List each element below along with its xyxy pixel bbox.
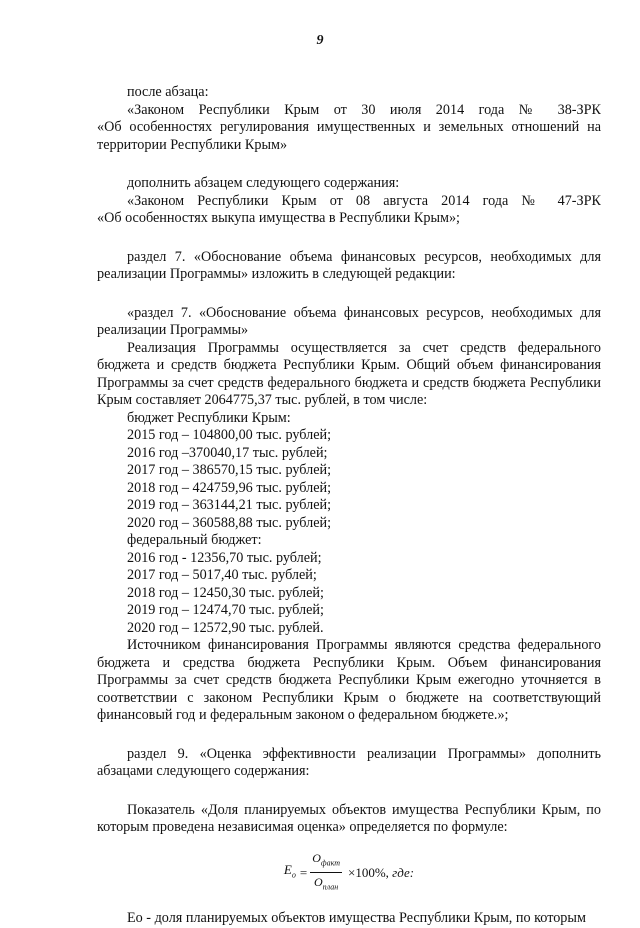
list-item: 2020 год – 360588,88 тыс. рублей; (127, 514, 332, 531)
list-item: 2019 год – 12474,70 тыс. рублей; (127, 602, 324, 618)
page-number: 9 (316, 33, 324, 48)
funding-source-text: Источником финансирования Программы являются средства федерального бюджета и средства бюджета Республики Крым. Объем финансирования Программы за счет средств бюджета Республики Крым ежегодно уточняется в соответствии с законом Республики Крым о бюджете на соответствующий финансовый год и федеральным законом о федеральном бюджете.»; (97, 637, 601, 723)
section7-heading: «раздел 7. «Обоснование объема финансовых ресурсов, необходимых для реализации Программы» (97, 304, 601, 338)
list-item: 2018 год – 424759,96 тыс. рублей; (127, 479, 332, 496)
formula-equals: = (299, 865, 308, 881)
list-item: 2016 год - 12356,70 тыс. рублей; (127, 549, 322, 566)
list-item: 2017 год – 5017,40 тыс. рублей; (127, 567, 317, 583)
document-body (97, 84, 601, 928)
section7-instruction: раздел 7. «Обоснование объема финансовых ресурсов, необходимых для реализации Программы» изложить в следующей редакции: (97, 248, 601, 282)
law-38-line2: «Об особенностях регулирования имущественных и земельных отношений на территории Республики Крым» (97, 119, 601, 153)
supplement-text: дополнить абзацем следующего содержания: (127, 175, 400, 191)
list-item: 2020 год – 12572,90 тыс. рублей. (127, 619, 324, 636)
list-item: 2017 год – 386570,15 тыс. рублей; (127, 462, 332, 478)
formula-numerator: $O_{факт}$ (310, 850, 342, 874)
law-47-line1: «Законом Республики Крым от 08 августа 2014 года № 47-ЗРК (127, 192, 601, 209)
list-item: 2016 год –370040,17 тыс. рублей; (127, 444, 328, 461)
regional-budget-list (97, 410, 601, 533)
formula-lhs: $E_o$ (283, 862, 296, 880)
section7-body: Реализация Программы осуществляется за счет средств федерального бюджета и средств бюджета Республики Крым. Общий объем финансирования Программы за счет средств федерального бюджета и средств бюджета Республики Крым составляет 2064775,37 тыс. рублей, в том числе: (97, 339, 601, 408)
indicator-text: Показатель «Доля планируемых объектов имущества Республики Крым, по которым проведена независимая оценка» определяется по формуле: (97, 801, 601, 835)
list-item: 2019 год – 363144,21 тыс. рублей; (127, 497, 332, 513)
efficiency-formula (97, 850, 601, 897)
formula-fraction (310, 850, 342, 897)
regional-budget-label: бюджет Республики Крым: (127, 409, 291, 426)
federal-budget-list (97, 532, 601, 637)
formula-denominator: $O_{план}$ (313, 875, 339, 892)
law-47-line2: «Об особенностях выкупа имущества в Республики Крым»; (97, 210, 460, 226)
after-paragraph-text: после абзаца: (127, 84, 209, 100)
formula-where: где: (392, 865, 415, 881)
federal-budget-label: федеральный бюджет: (127, 532, 262, 548)
law-38-line1: «Законом Республики Крым от 30 июля 2014 года № 38-ЗРК (127, 101, 601, 118)
list-item: 2018 год – 12450,30 тыс. рублей; (127, 584, 324, 601)
formula-rhs: ×100%, где: (347, 865, 415, 881)
list-item: 2015 год – 104800,00 тыс. рублей; (127, 427, 332, 443)
definition-text: Ео - доля планируемых объектов имущества Республики Крым, по которым (127, 910, 586, 927)
section9-instruction: раздел 9. «Оценка эффективности реализации Программы» дополнить абзацами следующего содержания: (97, 745, 601, 779)
